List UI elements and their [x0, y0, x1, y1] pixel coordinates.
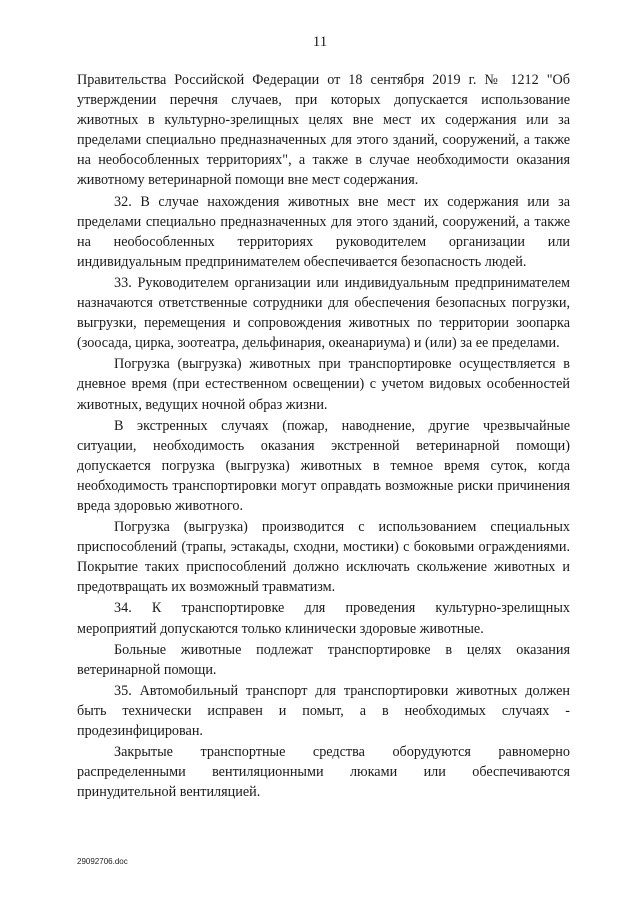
paragraph-loading-daytime: Погрузка (выгрузка) животных при транспортировке осуществляется в дневное время (при естественном освещении) с учетом видовых особенностей животных, ведущих ночной образ жизни.	[77, 356, 570, 413]
paragraph-35: 35. Автомобильный транспорт для транспортировки животных должен быть технически исправен и помыт, а в необходимых случаях - продезинфицирован.	[77, 682, 570, 739]
paragraph-ventilation: Закрытые транспортные средства оборудуются равномерно распределенными вентиляционными люками или обеспечиваются принудительной вентиляцией.	[77, 744, 570, 801]
page-number: 11	[312, 34, 328, 50]
file-name-footer: 29092706.doc	[77, 857, 128, 866]
paragraph-sick-animals: Больные животные подлежат транспортировке в целях оказания ветеринарной помощи.	[77, 641, 570, 678]
document-body	[77, 70, 570, 802]
paragraph-loading-devices: Погрузка (выгрузка) производится с использованием специальных приспособлений (трапы, эстакады, сходни, мостики) с боковыми ограждениями. Покрытие таких приспособлений должно исключать скольжение животных и предотвращать их возможный травматизм.	[77, 519, 570, 596]
paragraph-33: 33. Руководителем организации или индивидуальным предпринимателем назначаются ответственные сотрудники для обеспечения безопасных погрузки, выгрузки, перемещения и сопровождения животных по территории зоопарка (зоосада, цирка, зоотеатра, дельфинария, океанариума) и (или) за ее пределами.	[77, 274, 570, 352]
paragraph-continuation: Правительства Российской Федерации от 18 сентября 2019 г. № 1212 "Об утверждении перечня случаев, при которых допускается использование животных в культурно-зрелищных целях вне мест их содержания или за пределами специально предназначенных для этого зданий, сооружений, а также на необособленных территориях", а также в случае необходимости оказания животному ветеринарной помощи вне мест содержания.	[77, 72, 570, 189]
paragraph-32: 32. В случае нахождения животных вне мест их содержания или за пределами специально предназначенных для этого зданий, сооружений, а также на необособленных территориях руководителем организации или индивидуальным предпринимателем обеспечивается безопасность людей.	[77, 193, 570, 270]
paragraph-34: 34. К транспортировке для проведения культурно-зрелищных мероприятий допускаются только клинически здоровые животные.	[77, 600, 570, 637]
paragraph-emergency: В экстренных случаях (пожар, наводнение, другие чрезвычайные ситуации, необходимость оказания экстренной ветеринарной помощи) допускается погрузка (выгрузка) животных в темное время суток, когда необходимость транспортировки могут оправдать возможные риски причинения вреда здоровью животного.	[77, 417, 570, 514]
